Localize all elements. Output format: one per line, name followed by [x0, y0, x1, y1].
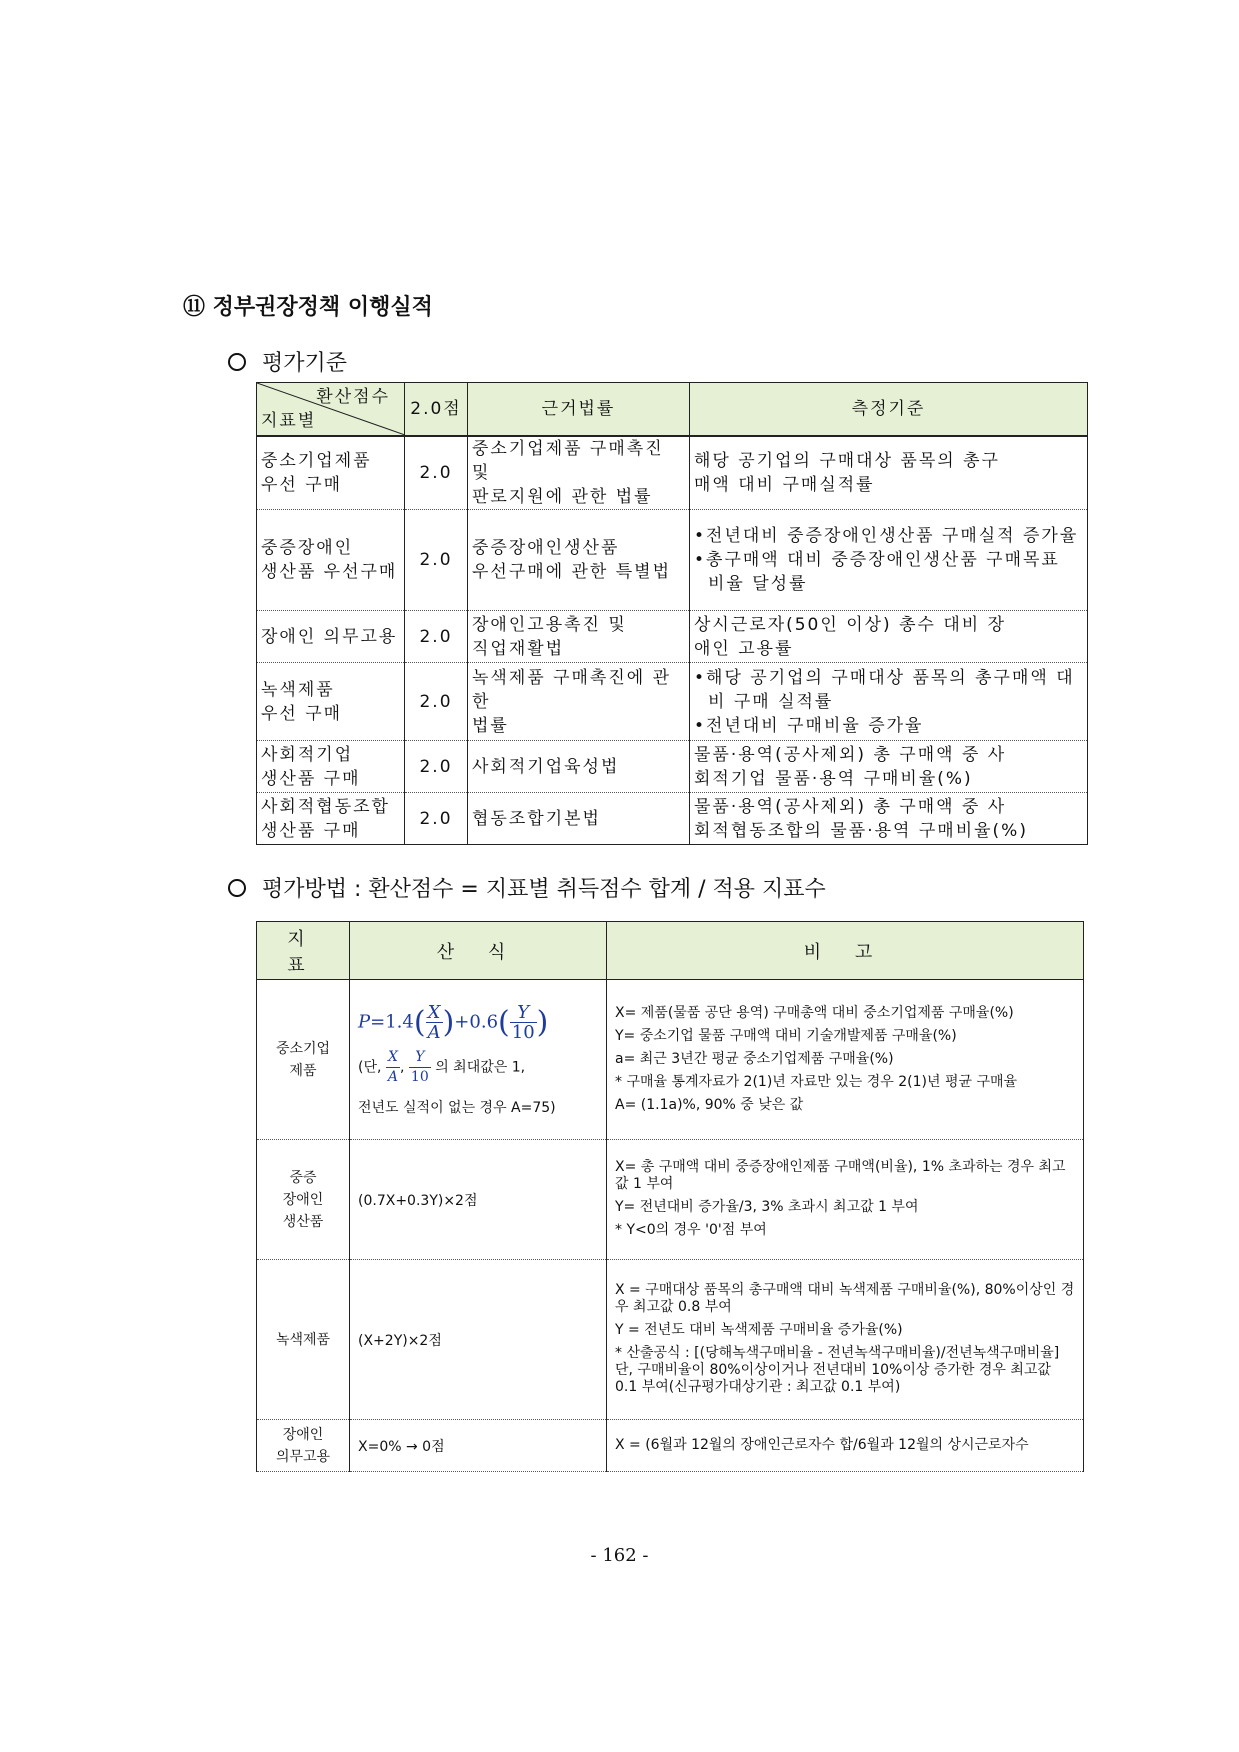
header-note: 비 고	[607, 922, 1084, 980]
indicator-cell: 녹색제품	[257, 1260, 350, 1420]
note-cell: X= 총 구매액 대비 중증장애인제품 구매액(비율), 1% 초과하는 경우 최고값 1 부여 Y= 전년대비 증가율/3, 3% 초과시 최고값 1 부여 * Y<0의 경우 '0'점 부여	[607, 1140, 1084, 1260]
note-cell: X = 구매대상 품목의 총구매액 대비 녹색제품 구매비율(%), 80%이상인 경우 최고값 0.8 부여 Y = 전년도 대비 녹색제품 구매비율 증가율(%) * 산출공식 : [(당해녹색구매비율 - 전년녹색구매비율)/전년녹색구매비율] 단, 구매비율이 80%이상이거나 전년대비 10%이상 증가한 경우 최고값 0.1 부여(신규평가대상기관 : 최고값 0.1 부여)	[607, 1260, 1084, 1420]
indicator-cell: 중소기업 제품	[257, 980, 350, 1140]
formula-cell: (0.7X+0.3Y)×2점	[350, 1140, 607, 1260]
header-measure: 측정기준	[690, 383, 1088, 437]
criteria-header-row	[257, 383, 1088, 437]
table-row	[257, 611, 1088, 663]
indicator-cell: 중소기업제품 우선 구매	[257, 436, 405, 510]
method-title-text: 평가방법 : 환산점수 = 지표별 취득점수 합계 / 적용 지표수	[262, 877, 826, 902]
method-table	[256, 921, 1084, 1472]
measure-cell: •전년대비 중증장애인생산품 구매실적 증가율 •총구매액 대비 중증장애인생산품 구매목표 비율 달성률	[690, 510, 1088, 611]
header-converted-score: 환산점수	[316, 387, 390, 407]
table-row	[257, 1260, 1084, 1420]
score-cell: 2.0	[405, 436, 468, 510]
table-row	[257, 663, 1088, 741]
formula-cell: X=0% → 0점	[350, 1420, 607, 1472]
formula-cell	[350, 980, 607, 1140]
measure-cell: •해당 공기업의 구매대상 품목의 총구매액 대비 구매 실적률 •전년대비 구매비율 증가율	[690, 663, 1088, 741]
table-row	[257, 510, 1088, 611]
criteria-title-text: 평가기준	[262, 351, 348, 376]
measure-cell: 해당 공기업의 구매대상 품목의 총구 매액 대비 구매실적률	[690, 436, 1088, 510]
header-score: 2.0점	[405, 383, 468, 437]
circle-bullet-icon	[228, 879, 246, 897]
formula-condition-line2: 전년도 실적이 없는 경우 A=75)	[358, 1099, 556, 1116]
formula-condition: (단, $\frac{X}{A}$ , $\frac{Y}{10}$ 의 최대값은 1,	[358, 1048, 526, 1085]
score-cell: 2.0	[405, 663, 468, 741]
measure-cell: 상시근로자(50인 이상) 총수 대비 장 애인 고용률	[690, 611, 1088, 663]
table-row	[257, 793, 1088, 845]
indicator-cell: 녹색제품 우선 구매	[257, 663, 405, 741]
criteria-table	[256, 382, 1088, 845]
law-cell: 협동조합기본법	[468, 793, 690, 845]
indicator-cell: 사회적협동조합 생산품 구매	[257, 793, 405, 845]
table-row	[257, 741, 1088, 793]
law-cell: 중소기업제품 구매촉진 및 판로지원에 관한 법률	[468, 436, 690, 510]
law-cell: 장애인고용촉진 및 직업재활법	[468, 611, 690, 663]
table-row	[257, 436, 1088, 510]
page-number: - 162 -	[590, 1545, 649, 1566]
measure-cell: 물품·용역(공사제외) 총 구매액 중 사 회적기업 물품·용역 구매비율(%)	[690, 741, 1088, 793]
header-law: 근거법률	[468, 383, 690, 437]
table-row	[257, 1140, 1084, 1260]
law-cell: 중증장애인생산품 우선구매에 관한 특별법	[468, 510, 690, 611]
header-indicator: 지표별	[261, 411, 317, 431]
header-indicator: 지 표	[257, 922, 350, 980]
criteria-header-diagonal-cell	[257, 383, 405, 437]
indicator-cell: 중증장애인 생산품 우선구매	[257, 510, 405, 611]
indicator-cell: 중증 장애인 생산품	[257, 1140, 350, 1260]
section-heading: ⑪ 정부권장정책 이행실적	[183, 295, 433, 320]
indicator-cell: 장애인 의무고용	[257, 1420, 350, 1472]
measure-cell: 물품·용역(공사제외) 총 구매액 중 사 회적협동조합의 물품·용역 구매비율(%)	[690, 793, 1088, 845]
law-cell: 녹색제품 구매촉진에 관한 법률	[468, 663, 690, 741]
score-cell: 2.0	[405, 611, 468, 663]
formula-equation: P=1.4( $\frac{X}{A}$ )+0.6( $\frac{Y}{10}$ )	[358, 1001, 549, 1043]
criteria-title	[228, 346, 347, 377]
indicator-cell: 사회적기업 생산품 구매	[257, 741, 405, 793]
table-row	[257, 980, 1084, 1140]
score-cell: 2.0	[405, 510, 468, 611]
method-title	[228, 872, 826, 903]
table-row	[257, 1420, 1084, 1472]
formula-cell: (X+2Y)×2점	[350, 1260, 607, 1420]
score-cell: 2.0	[405, 793, 468, 845]
indicator-cell: 장애인 의무고용	[257, 611, 405, 663]
note-cell: X = (6월과 12월의 장애인근로자수 합/6월과 12월의 상시근로자수	[607, 1420, 1084, 1472]
method-header-row	[257, 922, 1084, 980]
circle-bullet-icon	[228, 353, 246, 371]
note-cell: X= 제품(물품 공단 용역) 구매총액 대비 중소기업제품 구매율(%) Y= 중소기업 물품 구매액 대비 기술개발제품 구매율(%) a= 최근 3년간 평균 중소기업제품 구매율(%) * 구매율 통계자료가 2(1)년 자료만 있는 경우 2(1)년 평균 구매율 A= (1.1a)%, 90% 중 낮은 값	[607, 980, 1084, 1140]
law-cell: 사회적기업육성법	[468, 741, 690, 793]
header-formula: 산 식	[350, 922, 607, 980]
score-cell: 2.0	[405, 741, 468, 793]
